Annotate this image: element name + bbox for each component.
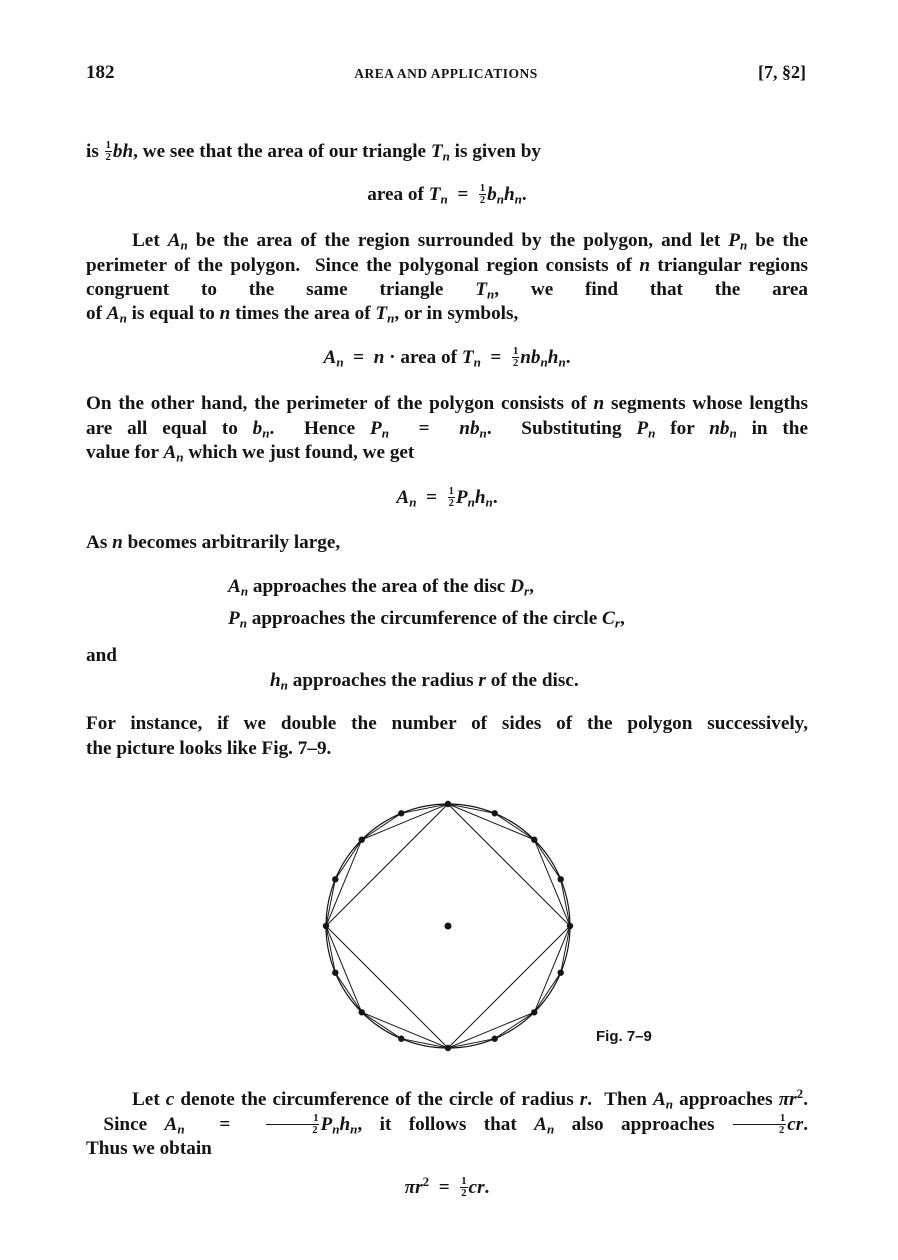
vertex-dot xyxy=(558,876,564,882)
conjunction-and: and xyxy=(86,645,117,666)
paragraph-polygon-area: Let $A_n$ be the area of the region surrounded by the polygon, and let $P_n$ be the perimeter of the polygon. Since the polygonal region consists of n triangular regions congruent to the same triangle $T_n$, we find that the area xyxy=(86,230,808,302)
vertex-dot xyxy=(531,837,537,843)
limit-perimeter: $P_n$ approaches the circumference of the circle $C_r$, xyxy=(228,608,625,631)
section-reference: [7, §2] xyxy=(758,62,806,82)
vertex-dot xyxy=(445,801,451,807)
vertex-dot xyxy=(332,969,338,975)
figure-label: Fig. 7–9 xyxy=(596,1028,652,1045)
running-header xyxy=(86,62,806,88)
paragraph-limit-intro: As n becomes arbitrarily large, xyxy=(86,532,341,553)
limit-height: $h_n$ approaches the radius r of the disc. xyxy=(270,670,579,693)
figure-inscribed-polygons xyxy=(318,796,578,1056)
equation-area-polygon: $A_n = n$ · area of $T_n$ = $\frac{1}{2}$ $nb_nh_n$. xyxy=(323,346,571,370)
vertex-dot xyxy=(332,876,338,882)
vertex-dot xyxy=(398,810,404,816)
vertex-dot xyxy=(323,923,329,929)
equation-circle-area: $\pi r^2$ = $\frac{1}{2}$ cr. xyxy=(404,1173,490,1200)
vertex-dot xyxy=(491,1036,497,1042)
page-number: 182 xyxy=(86,62,115,83)
paragraph-polygon-area-end: of $A_n$ is equal to n times the area of $T_n$, or in symbols, xyxy=(86,303,519,326)
vertex-dot xyxy=(398,1036,404,1042)
running-title: AREA AND APPLICATIONS xyxy=(354,66,538,81)
vertex-dot xyxy=(531,1009,537,1015)
vertex-dot xyxy=(359,1009,365,1015)
equation-area-perimeter: $A_n$ = $\frac{1}{2}$ $P_nh_n$. xyxy=(396,486,498,510)
vertex-dot xyxy=(359,837,365,843)
equation-area-triangle: area of $T_n$ = $\frac{1}{2}$ $b_nh_n$. xyxy=(367,183,527,207)
vertex-dot xyxy=(445,1045,451,1051)
paragraph-doubling-end: the picture looks like Fig. 7–9. xyxy=(86,738,332,759)
limit-area: $A_n$ approaches the area of the disc $D_r$, xyxy=(228,576,534,599)
paragraph-conclusion: Let c denote the circumference of the circle of radius r. Then $A_n$ approaches $\pi r^2$. Since $A_n$ = $\frac{1}{2}$ $P_nh_n$, it follows that $A_n$ also approaches $\frac{1}{2}$ cr. xyxy=(86,1085,808,1136)
paragraph-doubling: For instance, if we double the number of sides of the polygon successively, xyxy=(86,713,808,734)
center-dot xyxy=(445,923,452,930)
paragraph-perimeter-end: value for $A_n$ which we just found, we get xyxy=(86,442,415,465)
paragraph-triangle-area: is $\frac{1}{2}$ bh, we see that the area of our triangle $T_n$ is given by xyxy=(86,140,542,164)
vertex-dot xyxy=(567,923,573,929)
vertex-dot xyxy=(558,969,564,975)
paragraph-perimeter: On the other hand, the perimeter of the polygon consists of n segments whose lengths are all equal to $b_n$. Hence $P_n = nb_n$. Substituting $P_n$ for $nb_n$ in the xyxy=(86,393,808,440)
vertex-dot xyxy=(491,810,497,816)
paragraph-conclusion-end: Thus we obtain xyxy=(86,1138,212,1159)
